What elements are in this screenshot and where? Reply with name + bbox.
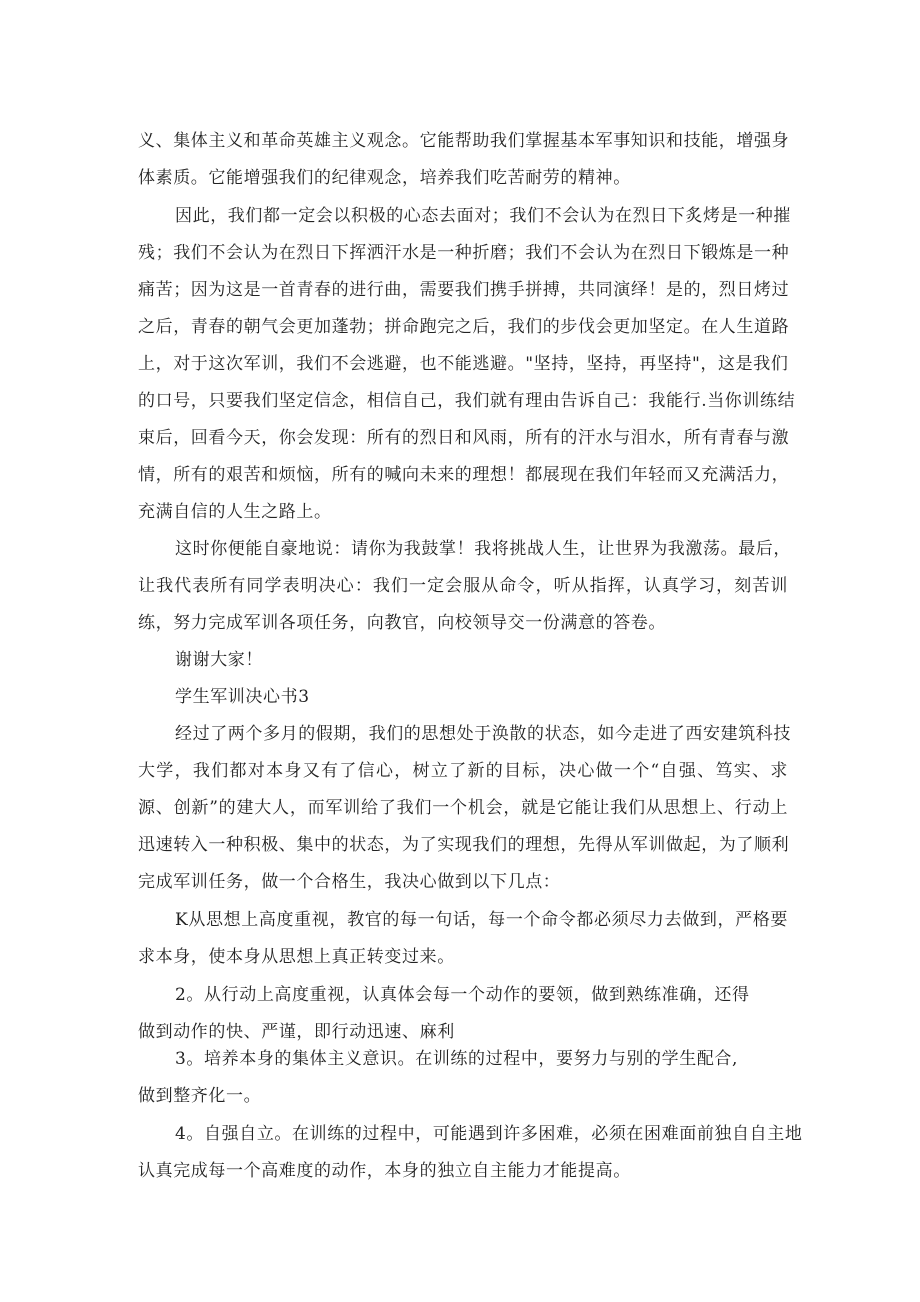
text-line: 的口号，只要我们坚定信念，相信自己，我们就有理由告诉自己：我能行.当你训练结 — [138, 391, 796, 411]
text-line: 义、集体主义和革命英雄主义观念。它能帮助我们掌握基本军事知识和技能，增强身 — [138, 131, 790, 151]
text-line: 痛苦；因为这是一首青春的进行曲，需要我们携手拼搏，共同演绎！是的，烈日烤过 — [138, 280, 790, 300]
text-line: 束后，回看今天，你会发现：所有的烈日和风雨，所有的汗水与泪水，所有青春与激 — [138, 428, 790, 448]
text-line: 完成军训任务，做一个合格生，我决心做到以下几点： — [138, 872, 561, 892]
text-line: 认真完成每一个高难度的动作，本身的独立自主能力才能提高。 — [138, 1161, 631, 1181]
text-line: 源、创新”的建大人，而军训给了我们一个机会，就是它能让我们从思想上、行动上 — [138, 798, 788, 818]
text-line: 残；我们不会认为在烈日下挥洒汗水是一种折磨；我们不会认为在烈日下锻炼是一种 — [138, 243, 790, 263]
text-line: 做到整齐化一。 — [138, 1086, 262, 1106]
text-line: 求本身，使本身从思想上真正转变过来。 — [138, 947, 455, 967]
text-line: 让我代表所有同学表明决心：我们一定会服从命令，听从指挥，认真学习，刻苦训 — [138, 576, 788, 596]
list-item-1: K从思想上高度重视，教官的每一句话，每一个命令都必须尽力去做到，严格要 — [175, 910, 788, 930]
text-line: 大学，我们都对本身又有了信心，树立了新的目标，决心做一个“自强、笃实、求 — [138, 761, 788, 781]
section-title: 学生军训决心书3 — [175, 687, 310, 707]
list-item-4: 4。自强自立。在训练的过程中，可能遇到许多困难，必须在困难面前独自自主地 — [175, 1124, 803, 1144]
paragraph-first-line: 经过了两个多月的假期，我们的思想处于涣散的状态，如今走进了西安建筑科技 — [175, 724, 791, 744]
text-line: 迅速转入一种积极、集中的状态，为了实现我们的理想，先得从军训做起，为了顺利 — [138, 835, 790, 855]
text-line: 体素质。它能增强我们的纪律观念，培养我们吃苦耐劳的精神。 — [138, 168, 631, 188]
paragraph-first-line: 这时你便能自豪地说：请你为我鼓掌！我将挑战人生，让世界为我激荡。最后， — [175, 539, 791, 559]
text-line: 之后，青春的朝气会更加蓬勃；拼命跑完之后，我们的步伐会更加坚定。在人生道路 — [138, 317, 790, 337]
text-line: 充满自信的人生之路上。 — [138, 502, 332, 522]
list-item-3: 3。培养本身的集体主义意识。在训练的过程中，要努力与别的学生配合, — [175, 1049, 739, 1069]
closing-line: 谢谢大家！ — [175, 650, 263, 670]
text-line: 上，对于这次军训，我们不会逃避，也不能逃避。"坚持，坚持，再坚持"，这是我们 — [138, 354, 789, 374]
list-item-2: 2。从行动上高度重视，认真体会每一个动作的要领，做到熟练准确，还得 — [175, 985, 750, 1005]
text-line: 练，努力完成军训各项任务，向教官，向校领导交一份满意的答卷。 — [138, 613, 666, 633]
paragraph-first-line: 因此，我们都一定会以积极的心态去面对；我们不会认为在烈日下炙烤是一种摧 — [175, 206, 791, 226]
text-line: 情，所有的艰苦和烦恼，所有的喊向未来的理想！都展现在我们年轻而又充满活力， — [138, 465, 790, 485]
text-line: 做到动作的快、严谨，即行动迅速、麻利 — [138, 1022, 455, 1042]
